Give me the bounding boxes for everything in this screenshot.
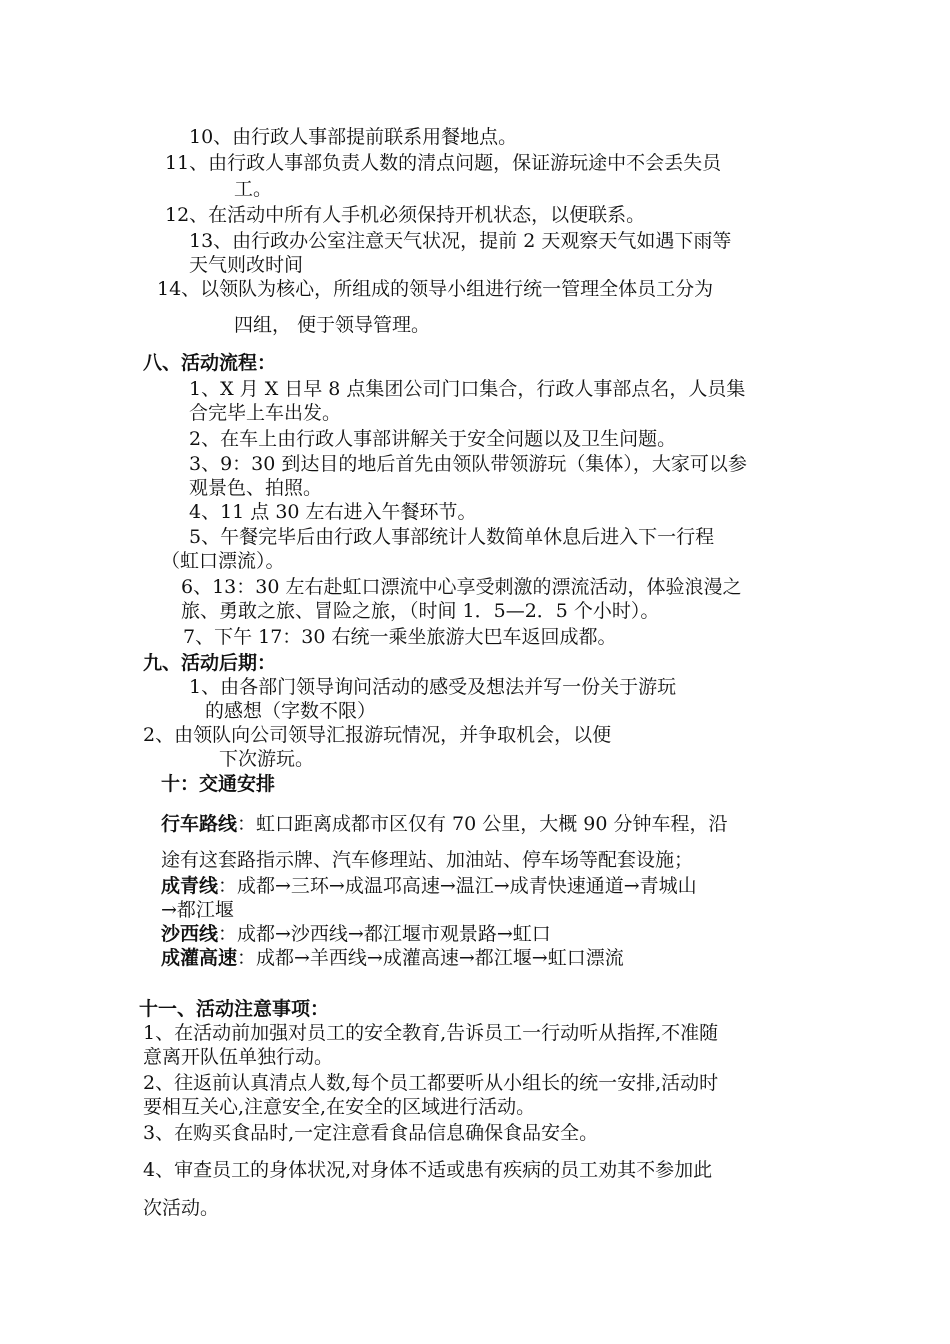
- post-item-2-line1: 2、由领队向公司领导汇报游玩情况，并争取机会，以便: [143, 724, 612, 746]
- item-14-line1: 14、以领队为核心，所组成的领导小组进行统一管理全体员工分为: [157, 278, 714, 300]
- route-main-label: 行车路线: [161, 813, 238, 835]
- post-item-2-line2: 下次游玩。: [219, 748, 315, 770]
- route-cq-line1: [161, 874, 697, 898]
- route-cq-label: 成青线: [161, 875, 219, 897]
- flow-step-4: 4、11 点 30 左右进入午餐环节。: [189, 501, 477, 523]
- flow-step-5-line1: 5、午餐完毕后由行政人事部统计人数简单休息后进入下一行程: [189, 526, 715, 548]
- flow-step-3-line1: 3、9：30 到达目的地后首先由领队带领游玩（集体），大家可以参: [189, 453, 747, 475]
- item-14-line2: 四组， 便于领导管理。: [234, 314, 431, 336]
- flow-step-5-line2: （虹口漂流）。: [161, 550, 285, 572]
- section-9-heading: 九、活动后期：: [143, 652, 277, 674]
- notice-2-line2: 要相互关心,注意安全,在安全的区域进行活动。: [143, 1096, 536, 1118]
- section-10-heading: 十：交通安排: [161, 773, 276, 795]
- route-cq-text: ：成都→三环→成温邛高速→温江→成青快速通道→青城山: [218, 875, 697, 897]
- route-cg-label: 成灌高速: [161, 947, 238, 969]
- flow-step-1-line1: 1、X 月 X 日早 8 点集团公司门口集合，行政人事部点名，人员集: [189, 378, 746, 400]
- route-cg: [161, 946, 624, 970]
- item-12: 12、在活动中所有人手机必须保持开机状态，以便联系。: [165, 204, 646, 226]
- route-main-line2: 途有这套路指示牌、汽车修理站、加油站、停车场等配套设施；: [161, 849, 694, 871]
- notice-3: 3、在购买食品时,一定注意看食品信息确保食品安全。: [143, 1122, 599, 1144]
- item-11-line2: 工。: [234, 178, 273, 200]
- post-item-1-line1: 1、由各部门领导询问活动的感受及想法并写一份关于游玩: [189, 676, 677, 698]
- flow-step-1-line2: 合完毕上车出发。: [189, 402, 342, 424]
- notice-4-line2: 次活动。: [143, 1197, 220, 1219]
- flow-step-2: 2、在车上由行政人事部讲解关于安全问题以及卫生问题。: [189, 428, 677, 450]
- route-sx-text: ：成都→沙西线→都江堰市观景路→虹口: [218, 923, 551, 945]
- item-13-line1: 13、由行政办公室注意天气状况，提前 2 天观察天气如遇下雨等: [189, 230, 732, 252]
- notice-1-line1: 1、在活动前加强对员工的安全教育,告诉员工一行动听从指挥,不准随: [143, 1022, 719, 1044]
- item-13-line2: 天气则改时间: [189, 254, 304, 276]
- section-11-heading: 十一、活动注意事项：: [139, 998, 330, 1020]
- route-cg-text: ：成都→羊西线→成灌高速→都江堰→虹口漂流: [237, 947, 624, 969]
- route-sx: [161, 922, 551, 946]
- item-11-line1: 11、由行政人事部负责人数的清点问题，保证游玩途中不会丢失员: [165, 152, 722, 174]
- route-main-line1: [161, 812, 728, 836]
- flow-step-7: 7、下午 17：30 右统一乘坐旅游大巴车返回成都。: [183, 626, 617, 648]
- notice-4-line1: 4、审查员工的身体状况,对身体不适或患有疾病的员工劝其不参加此: [143, 1159, 713, 1181]
- section-8-heading: 八、活动流程：: [143, 352, 277, 374]
- route-sx-label: 沙西线: [161, 923, 219, 945]
- route-cq-line2: →都江堰: [161, 899, 234, 921]
- route-main-text: ：虹口距离成都市区仅有 70 公里，大概 90 分钟车程，沿: [237, 813, 728, 835]
- post-item-1-line2: 的感想（字数不限）: [205, 700, 377, 722]
- notice-1-line2: 意离开队伍单独行动。: [143, 1046, 334, 1068]
- flow-step-6-line1: 6、13：30 左右赴虹口漂流中心享受刺激的漂流活动，体验浪漫之: [181, 576, 742, 598]
- item-10: 10、由行政人事部提前联系用餐地点。: [189, 126, 518, 148]
- flow-step-6-line2: 旅、勇敢之旅、冒险之旅，（时间 1．5—2．5 个小时）。: [181, 600, 660, 622]
- flow-step-3-line2: 观景色、拍照。: [189, 477, 323, 499]
- notice-2-line1: 2、往返前认真清点人数,每个员工都要听从小组长的统一安排,活动时: [143, 1072, 719, 1094]
